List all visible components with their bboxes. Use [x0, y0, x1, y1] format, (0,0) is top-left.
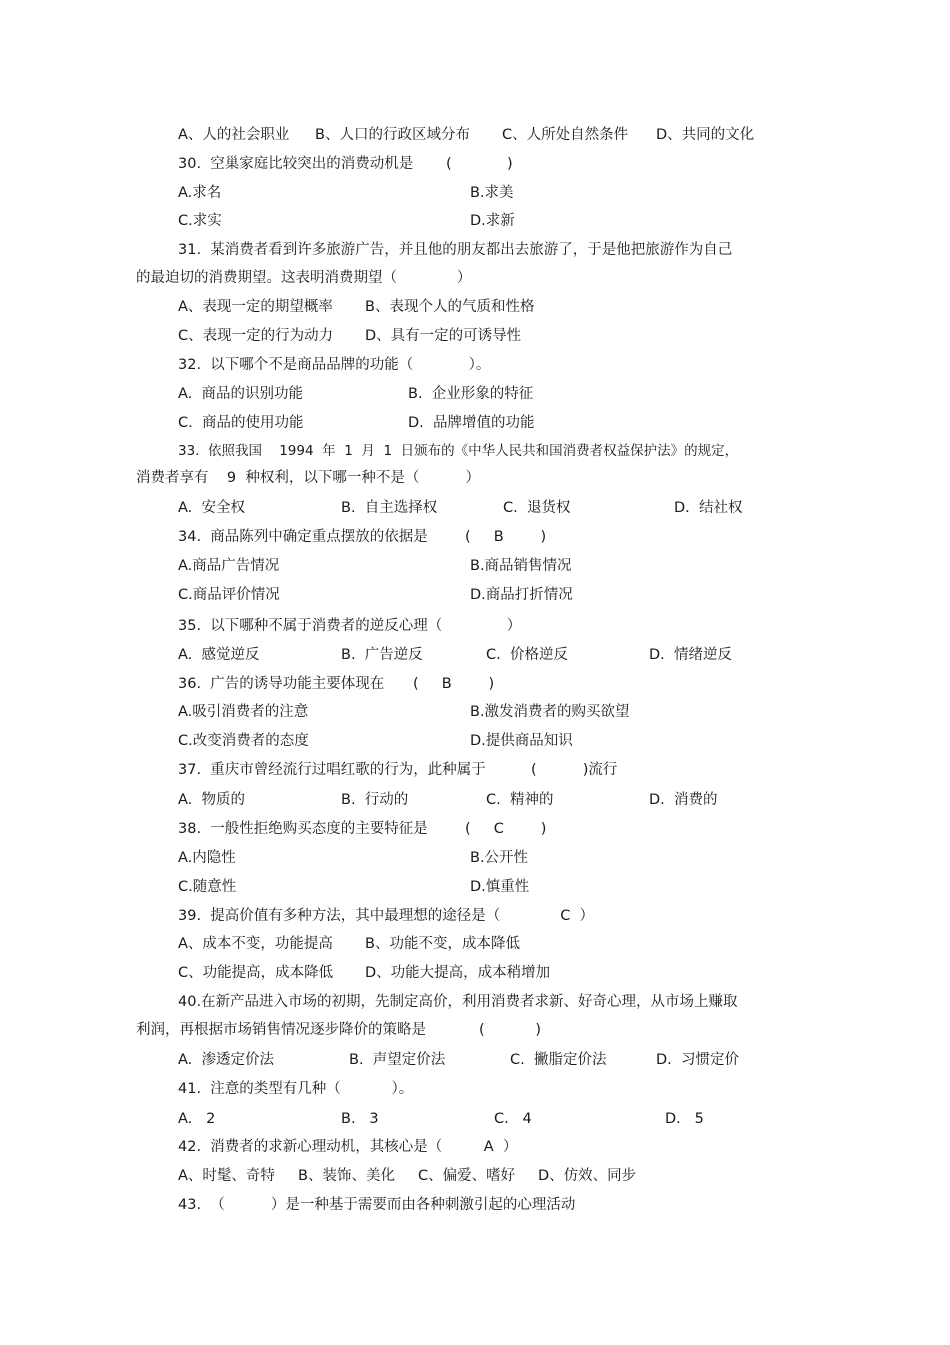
- option-text: A、表现一定的期望概率: [178, 299, 333, 315]
- option-text: C. 撇脂定价法: [510, 1052, 607, 1068]
- option-text: D、功能大提高，成本稍增加: [365, 965, 551, 981]
- question-text: 32. 以下哪个不是商品品牌的功能（ ）。: [178, 357, 491, 373]
- option-text: A.商品广告情况: [178, 558, 280, 574]
- answer-blank: ( ): [446, 156, 513, 172]
- question-text: 的最迫切的消费期望。这表明消费期望（ ）: [136, 270, 472, 286]
- option-text: D、具有一定的可诱导性: [365, 328, 522, 344]
- option-text: C. 价格逆反: [486, 647, 568, 663]
- option-text: D. 情绪逆反: [649, 647, 732, 663]
- option-text: A.吸引消费者的注意: [178, 704, 309, 720]
- option-text: C、人所处自然条件: [502, 127, 629, 143]
- option-text: C.改变消费者的态度: [178, 733, 309, 749]
- answer-blank: ( C ): [465, 821, 547, 837]
- option-text: C.随意性: [178, 879, 237, 895]
- question-text: 39. 提高价值有多种方法，其中最理想的途径是（ C ）: [178, 908, 595, 924]
- option-text: D.慎重性: [470, 879, 530, 895]
- question-text: 40.在新产品进入市场的初期，先制定高价，利用消费者求新、好奇心理，从市场上赚取: [178, 994, 738, 1010]
- question-text: 43. （ ）是一种基于需要而由各种刺激引起的心理活动: [178, 1197, 576, 1213]
- option-text: A、人的社会职业: [178, 127, 290, 143]
- option-text: D. 结社权: [674, 500, 743, 516]
- option-text: B、表现个人的气质和性格: [365, 299, 535, 315]
- question-text: 37. 重庆市曾经流行过唱红歌的行为，此种属于: [178, 762, 486, 778]
- question-text: 35. 以下哪种不属于消费者的逆反心理（ ）: [178, 618, 522, 634]
- option-text: C、功能提高，成本降低: [178, 965, 334, 981]
- question-text: 31. 某消费者看到许多旅游广告，并且他的朋友都出去旅游了，于是他把旅游作为自己: [178, 242, 733, 258]
- question-text: 33. 依照我国 1994 年 1 月 1 日颁布的《中华人民共和国消费者权益保护法》的规定，: [178, 443, 739, 459]
- option-text: D、共同的文化: [656, 127, 755, 143]
- option-text: D. 消费的: [649, 792, 718, 808]
- option-text: D.商品打折情况: [470, 587, 573, 603]
- question-text: 36. 广告的诱导功能主要体现在: [178, 676, 385, 692]
- question-text: 30. 空巢家庭比较突出的消费动机是: [178, 156, 414, 172]
- option-text: B.求美: [470, 185, 514, 201]
- option-text: A.内隐性: [178, 850, 236, 866]
- option-text: A. 物质的: [178, 792, 245, 808]
- option-text: B. 企业形象的特征: [408, 386, 534, 402]
- question-text: 42. 消费者的求新心理动机，其核心是（ A ）: [178, 1139, 518, 1155]
- answer-blank: ( ): [479, 1022, 542, 1038]
- option-text: D. 5: [665, 1111, 704, 1127]
- question-text: 利润，再根据市场销售情况逐步降价的策略是: [136, 1022, 426, 1038]
- option-text: C. 4: [494, 1111, 532, 1127]
- option-text: A、成本不变，功能提高: [178, 936, 333, 952]
- option-text: A. 2: [178, 1111, 216, 1127]
- option-text: B. 3: [341, 1111, 379, 1127]
- question-text: 41. 注意的类型有几种（ ）。: [178, 1081, 414, 1097]
- option-text: B. 声望定价法: [349, 1052, 446, 1068]
- option-text: A. 商品的识别功能: [178, 386, 303, 402]
- option-text: C、偏爱、嗜好: [418, 1168, 516, 1184]
- option-text: B. 自主选择权: [341, 500, 438, 516]
- option-text: D. 习惯定价: [656, 1052, 739, 1068]
- option-text: B.激发消费者的购买欲望: [470, 704, 630, 720]
- answer-blank: ( B ): [413, 676, 495, 692]
- option-text: C、表现一定的行为动力: [178, 328, 334, 344]
- question-text: 消费者享有 9 种权利，以下哪一种不是（ ）: [136, 470, 480, 486]
- question-text: 34. 商品陈列中确定重点摆放的依据是: [178, 529, 428, 545]
- answer-blank: ( B ): [465, 529, 547, 545]
- option-text: C.求实: [178, 213, 222, 229]
- option-text: D、仿效、同步: [538, 1168, 637, 1184]
- option-text: A. 感觉逆反: [178, 647, 260, 663]
- option-text: A. 安全权: [178, 500, 245, 516]
- option-text: A.求名: [178, 185, 222, 201]
- answer-blank: ( )流行: [531, 762, 618, 778]
- option-text: C. 退货权: [503, 500, 571, 516]
- option-text: B、人口的行政区域分布: [315, 127, 470, 143]
- option-text: C. 商品的使用功能: [178, 415, 304, 431]
- option-text: A. 渗透定价法: [178, 1052, 274, 1068]
- option-text: D.提供商品知识: [470, 733, 573, 749]
- option-text: A、时髦、奇特: [178, 1168, 275, 1184]
- option-text: B、功能不变，成本降低: [365, 936, 520, 952]
- option-text: B、装饰、美化: [298, 1168, 395, 1184]
- option-text: C. 精神的: [486, 792, 554, 808]
- option-text: C.商品评价情况: [178, 587, 280, 603]
- option-text: D. 品牌增值的功能: [408, 415, 535, 431]
- question-text: 38. 一般性拒绝购买态度的主要特征是: [178, 821, 428, 837]
- option-text: B. 广告逆反: [341, 647, 423, 663]
- option-text: B.商品销售情况: [470, 558, 572, 574]
- option-text: D.求新: [470, 213, 515, 229]
- option-text: B. 行动的: [341, 792, 409, 808]
- option-text: B.公开性: [470, 850, 529, 866]
